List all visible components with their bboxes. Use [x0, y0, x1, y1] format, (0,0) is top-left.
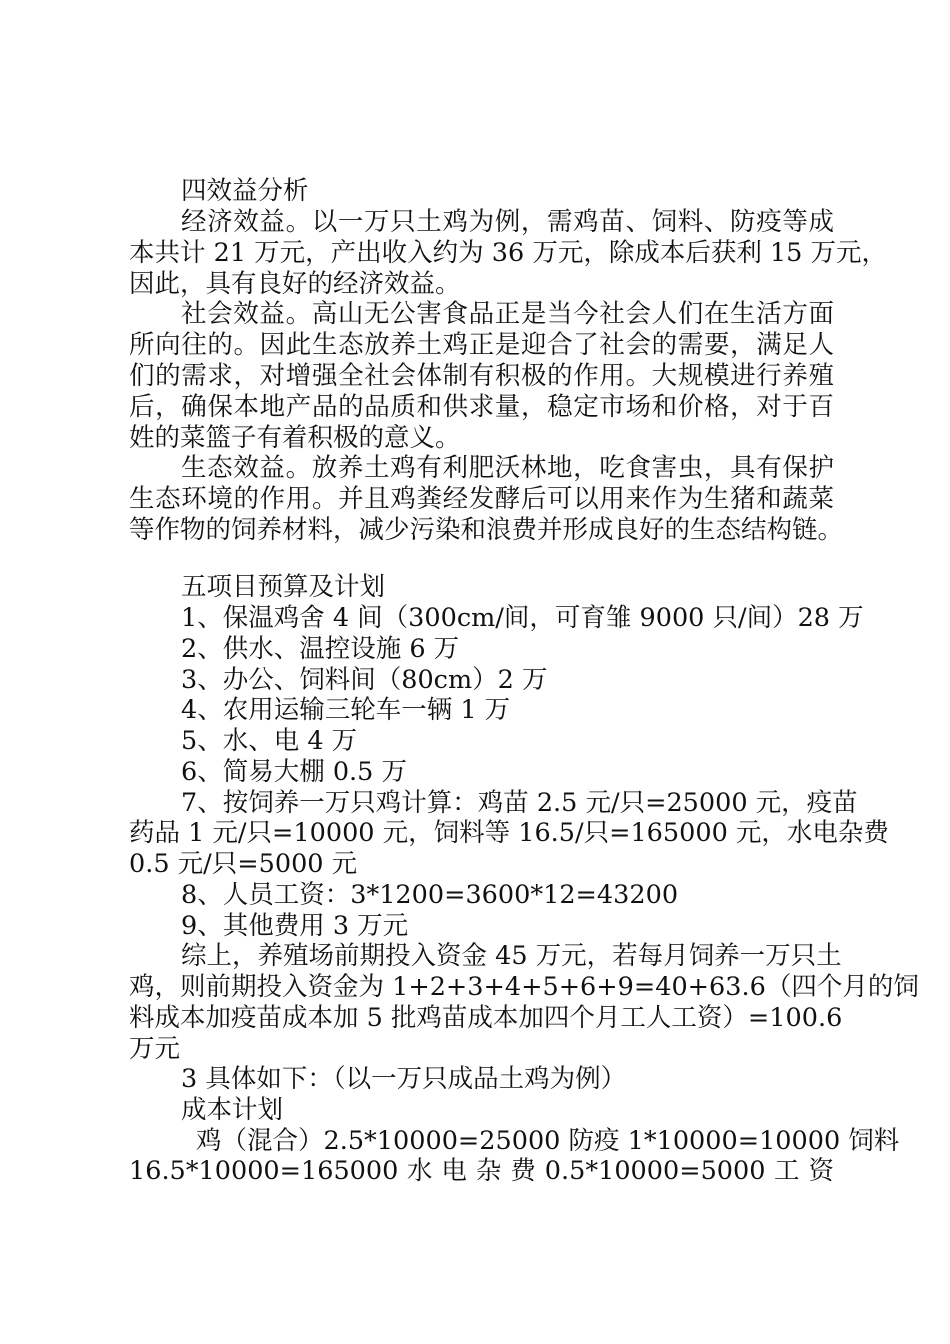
- economic-benefit-line-2: 本共计 21 万元，产出收入约为 36 万元，除成本后获利 15 万元，: [129, 238, 887, 268]
- ecological-benefit-line-3: 等作物的饲养材料，减少污染和浪费并形成良好的生态结构链。: [129, 515, 844, 545]
- budget-item-4: 4、农用运输三轮车一辆 1 万: [181, 695, 511, 725]
- budget-item-7-line-2: 药品 1 元/只=10000 元，饲料等 16.5/只=165000 元，水电杂费: [129, 818, 889, 848]
- budget-item-3: 3、办公、饲料间（80cm）2 万: [181, 665, 548, 695]
- summary-line-1: 综上，养殖场前期投入资金 45 万元，若每月饲养一万只土: [181, 941, 842, 971]
- social-benefit-line-5: 姓的菜篮子有着积极的意义。: [129, 423, 461, 453]
- budget-item-1: 1、保温鸡舍 4 间（300cm/间，可育雏 9000 只/间）28 万: [181, 603, 864, 633]
- summary-line-2: 鸡，则前期投入资金为 1+2+3+4+5+6+9=40+63.6（四个月的饲: [129, 972, 919, 1002]
- detail-heading: 3 具体如下：（以一万只成品土鸡为例）: [181, 1064, 627, 1094]
- social-benefit-line-4: 后，确保本地产品的品质和供求量，稳定市场和价格，对于百: [129, 392, 834, 422]
- cost-plan-line-2: 16.5*10000=165000 水 电 杂 费 0.5*10000=5000 工 资: [129, 1156, 834, 1186]
- ecological-benefit-line-1: 生态效益。放养土鸡有利肥沃林地，吃食害虫，具有保护: [181, 453, 834, 483]
- social-benefit-line-1: 社会效益。高山无公害食品正是当今社会人们在生活方面: [181, 299, 834, 329]
- budget-item-2: 2、供水、温控设施 6 万: [181, 634, 460, 664]
- section-heading-benefit: 四效益分析: [181, 176, 309, 206]
- budget-item-9: 9、其他费用 3 万元: [181, 911, 409, 941]
- budget-item-5: 5、水、电 4 万: [181, 726, 358, 756]
- ecological-benefit-line-2: 生态环境的作用。并且鸡粪经发酵后可以用来作为生猪和蔬菜: [129, 484, 834, 514]
- cost-plan-heading: 成本计划: [181, 1095, 284, 1125]
- summary-line-4: 万元: [129, 1034, 181, 1064]
- economic-benefit-line-1: 经济效益。以一万只土鸡为例，需鸡苗、饲料、防疫等成: [181, 207, 834, 237]
- budget-item-7-line-3: 0.5 元/只=5000 元: [129, 849, 358, 879]
- summary-line-3: 料成本加疫苗成本加 5 批鸡苗成本加四个月工人工资）=100.6: [129, 1003, 843, 1033]
- budget-item-7-line-1: 7、按饲养一万只鸡计算：鸡苗 2.5 元/只=25000 元，疫苗: [181, 788, 858, 818]
- social-benefit-line-2: 所向往的。因此生态放养土鸡正是迎合了社会的需要，满足人: [129, 330, 834, 360]
- social-benefit-line-3: 们的需求，对增强全社会体制有积极的作用。大规模进行养殖: [129, 361, 834, 391]
- cost-plan-line-1: 鸡（混合）2.5*10000=25000 防疫 1*10000=10000 饲料: [196, 1126, 900, 1156]
- economic-benefit-line-3: 因此，具有良好的经济效益。: [129, 269, 461, 299]
- budget-item-6: 6、简易大棚 0.5 万: [181, 757, 407, 787]
- section-heading-budget: 五项目预算及计划: [181, 572, 386, 602]
- budget-item-8: 8、人员工资：3*1200=3600*12=43200: [181, 880, 679, 910]
